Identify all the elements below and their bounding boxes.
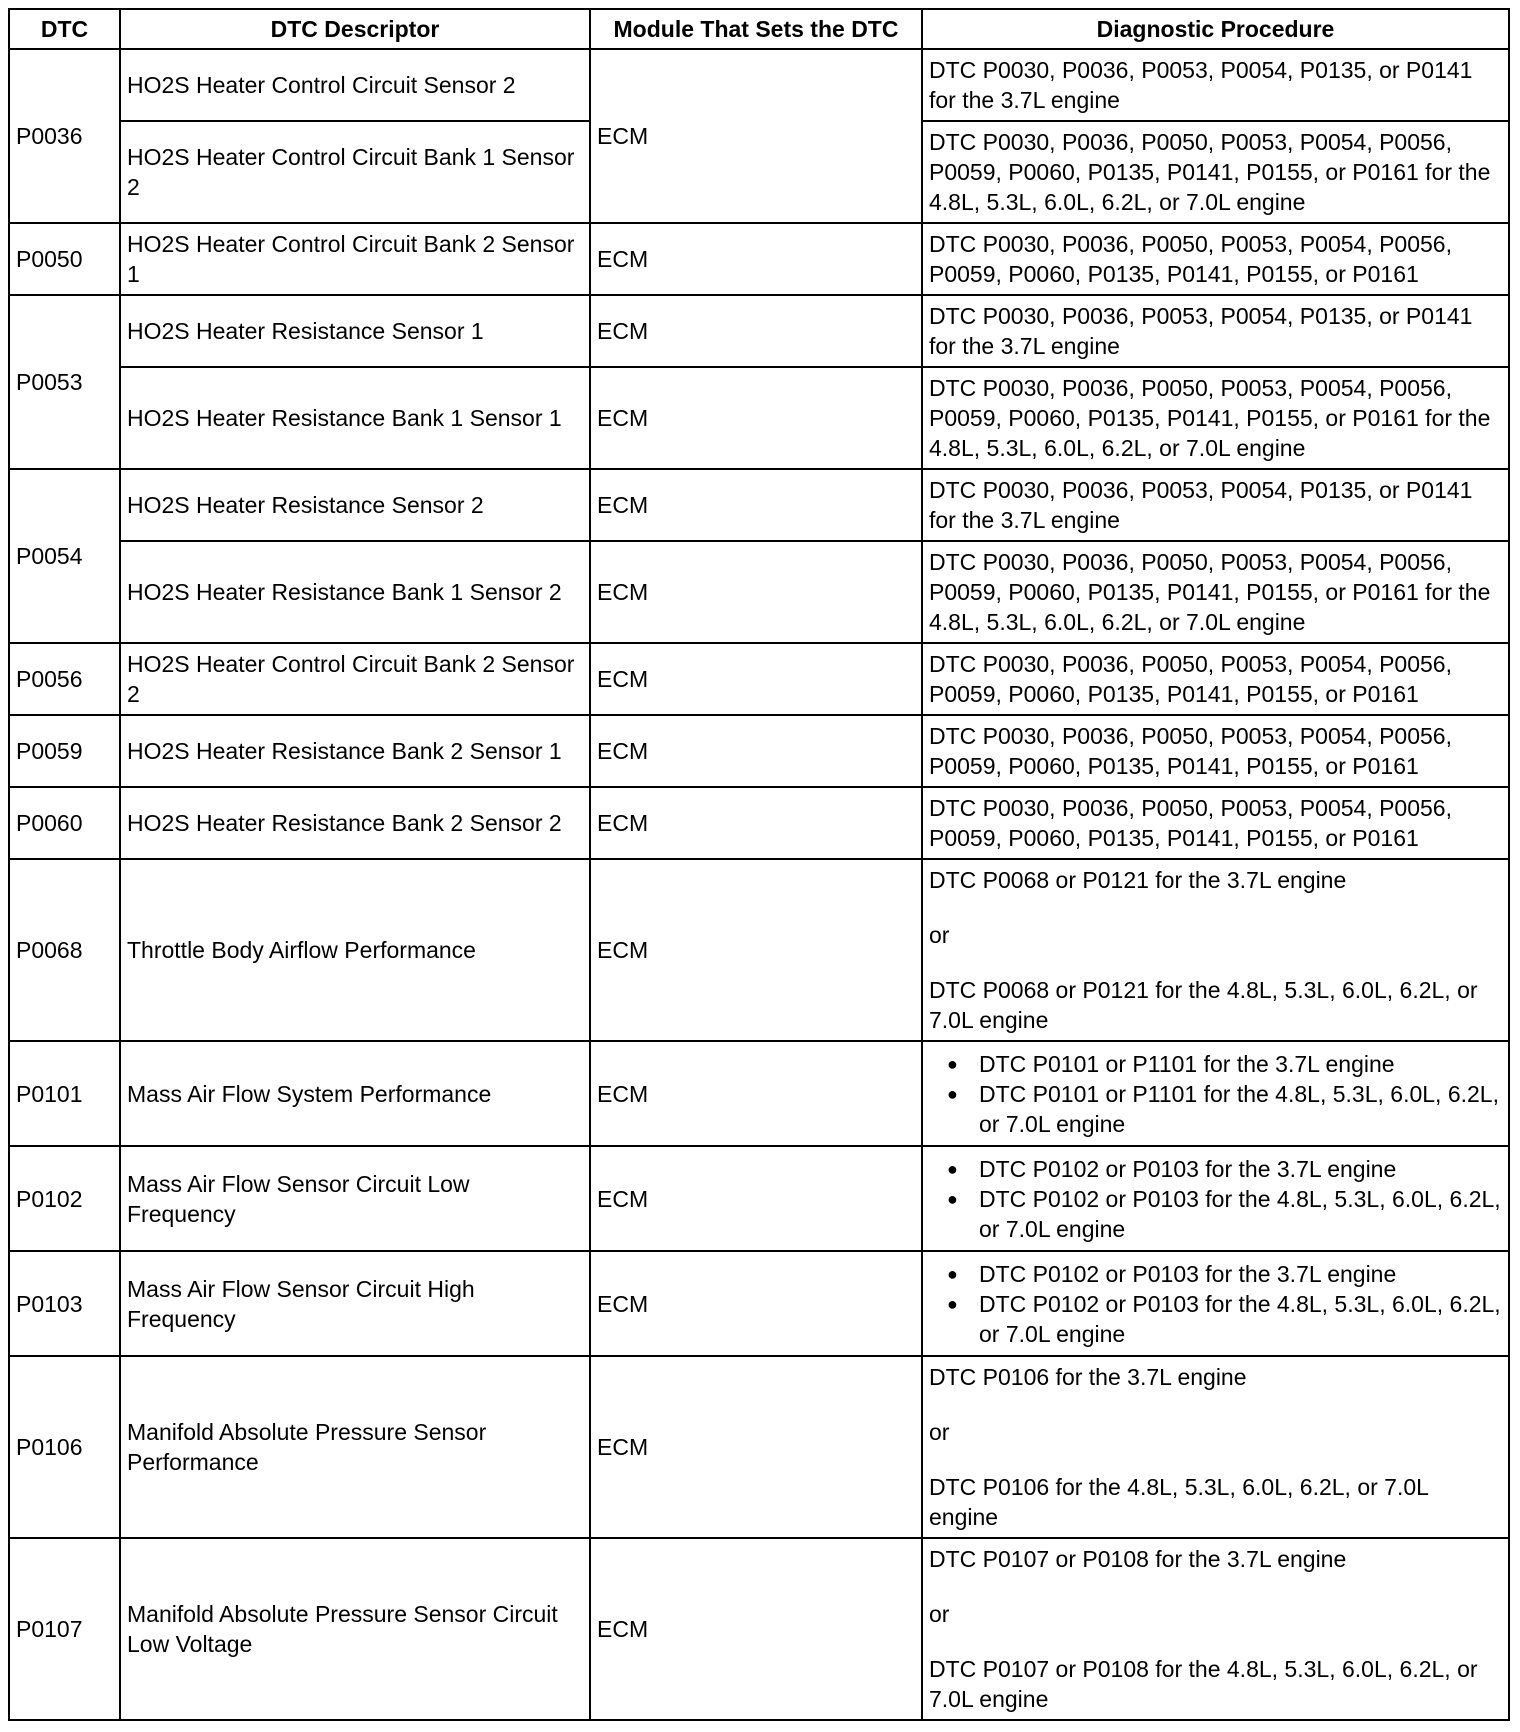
procedure-cell: DTC P0030, P0036, P0050, P0053, P0054, P0056, P0059, P0060, P0135, P0141, P0155, or P0161 for the 4.8L, 5.3L, 6.0L, 6.2L, or 7.0L engine: [922, 367, 1509, 469]
header-module: Module That Sets the DTC: [590, 9, 922, 49]
procedure-cell: DTC P0030, P0036, P0053, P0054, P0135, or P0141 for the 3.7L engine: [922, 295, 1509, 367]
procedure-bullet-list: [929, 1154, 1502, 1244]
module-cell: ECM: [590, 541, 922, 643]
procedure-line: DTC P0068 or P0121 for the 4.8L, 5.3L, 6.0L, 6.2L, or 7.0L engine: [929, 977, 1478, 1033]
procedure-cell: DTC P0030, P0036, P0050, P0053, P0054, P0056, P0059, P0060, P0135, P0141, P0155, or P0161: [922, 223, 1509, 295]
procedure-cell: DTC P0030, P0036, P0050, P0053, P0054, P0056, P0059, P0060, P0135, P0141, P0155, or P0161: [922, 787, 1509, 859]
dtc-code-cell: P0059: [9, 715, 120, 787]
descriptor-cell: HO2S Heater Control Circuit Bank 2 Sensor 1: [120, 223, 590, 295]
descriptor-cell: HO2S Heater Resistance Sensor 2: [120, 469, 590, 541]
dtc-code-cell: P0068: [9, 859, 120, 1041]
table-row: [9, 223, 1509, 295]
module-cell: ECM: [590, 223, 922, 295]
table-row: [9, 1538, 1509, 1720]
procedure-cell: [922, 1538, 1509, 1720]
procedure-line: DTC P0106 for the 3.7L engine: [929, 1364, 1247, 1390]
descriptor-cell: HO2S Heater Resistance Bank 1 Sensor 2: [120, 541, 590, 643]
header-procedure: Diagnostic Procedure: [922, 9, 1509, 49]
dtc-code-cell: P0053: [9, 295, 120, 469]
table-row: [9, 643, 1509, 715]
table-row: [9, 367, 1509, 469]
descriptor-cell: HO2S Heater Resistance Sensor 1: [120, 295, 590, 367]
descriptor-cell: Mass Air Flow Sensor Circuit Low Frequency: [120, 1146, 590, 1251]
procedure-bullet: ● DTC P0102 or P0103 for the 4.8L, 5.3L, 6.0L, 6.2L, or 7.0L engine: [947, 1184, 1502, 1244]
descriptor-cell: Manifold Absolute Pressure Sensor Performance: [120, 1356, 590, 1538]
table-row: [9, 715, 1509, 787]
dtc-table: [8, 8, 1510, 1721]
descriptor-cell: HO2S Heater Control Circuit Bank 1 Sensor 2: [120, 121, 590, 223]
module-cell: ECM: [590, 643, 922, 715]
module-cell: ECM: [590, 1538, 922, 1720]
table-row: [9, 859, 1509, 1041]
dtc-code-cell: P0106: [9, 1356, 120, 1538]
procedure-line: DTC P0106 for the 4.8L, 5.3L, 6.0L, 6.2L, or 7.0L engine: [929, 1474, 1429, 1530]
procedure-bullet: ● DTC P0101 or P1101 for the 4.8L, 5.3L, 6.0L, 6.2L, or 7.0L engine: [947, 1079, 1502, 1139]
procedure-line: DTC P0068 or P0121 for the 3.7L engine: [929, 867, 1347, 893]
table-row: [9, 295, 1509, 367]
procedure-cell: [922, 859, 1509, 1041]
module-cell: ECM: [590, 787, 922, 859]
header-dtc: DTC: [9, 9, 120, 49]
dtc-code-cell: P0101: [9, 1041, 120, 1146]
module-cell: ECM: [590, 295, 922, 367]
table-row: [9, 1356, 1509, 1538]
descriptor-cell: Manifold Absolute Pressure Sensor Circuit Low Voltage: [120, 1538, 590, 1720]
dtc-code-cell: P0107: [9, 1538, 120, 1720]
module-cell: ECM: [590, 1146, 922, 1251]
procedure-line: DTC P0107 or P0108 for the 4.8L, 5.3L, 6.0L, 6.2L, or 7.0L engine: [929, 1656, 1478, 1712]
procedure-cell: [922, 1356, 1509, 1538]
procedure-cell: [922, 1041, 1509, 1146]
table-row: [9, 787, 1509, 859]
dtc-code-cell: P0060: [9, 787, 120, 859]
descriptor-cell: Mass Air Flow System Performance: [120, 1041, 590, 1146]
table-row: [9, 1251, 1509, 1356]
dtc-code-cell: P0050: [9, 223, 120, 295]
document-page: [8, 8, 1510, 1721]
dtc-code-cell: P0054: [9, 469, 120, 643]
procedure-cell: DTC P0030, P0036, P0050, P0053, P0054, P0056, P0059, P0060, P0135, P0141, P0155, or P0161: [922, 715, 1509, 787]
descriptor-cell: HO2S Heater Resistance Bank 2 Sensor 1: [120, 715, 590, 787]
procedure-or: or: [929, 922, 950, 948]
procedure-cell: DTC P0030, P0036, P0050, P0053, P0054, P0056, P0059, P0060, P0135, P0141, P0155, or P0161 for the 4.8L, 5.3L, 6.0L, 6.2L, or 7.0L engine: [922, 541, 1509, 643]
procedure-cell: DTC P0030, P0036, P0053, P0054, P0135, or P0141 for the 3.7L engine: [922, 49, 1509, 121]
procedure-bullet: ● DTC P0102 or P0103 for the 3.7L engine: [947, 1259, 1502, 1289]
descriptor-cell: HO2S Heater Resistance Bank 2 Sensor 2: [120, 787, 590, 859]
dtc-code-cell: P0056: [9, 643, 120, 715]
procedure-bullet-list: [929, 1259, 1502, 1349]
descriptor-cell: HO2S Heater Resistance Bank 1 Sensor 1: [120, 367, 590, 469]
dtc-code-cell: P0036: [9, 49, 120, 223]
procedure-cell: [922, 1146, 1509, 1251]
procedure-cell: DTC P0030, P0036, P0050, P0053, P0054, P0056, P0059, P0060, P0135, P0141, P0155, or P0161 for the 4.8L, 5.3L, 6.0L, 6.2L, or 7.0L engine: [922, 121, 1509, 223]
module-cell: ECM: [590, 715, 922, 787]
procedure-bullet: ● DTC P0102 or P0103 for the 3.7L engine: [947, 1154, 1502, 1184]
descriptor-cell: Mass Air Flow Sensor Circuit High Frequency: [120, 1251, 590, 1356]
table-row: [9, 469, 1509, 541]
module-cell: ECM: [590, 49, 922, 223]
module-cell: ECM: [590, 367, 922, 469]
procedure-or: or: [929, 1419, 950, 1445]
header-descriptor: DTC Descriptor: [120, 9, 590, 49]
table-row: [9, 1041, 1509, 1146]
procedure-bullet: ● DTC P0102 or P0103 for the 4.8L, 5.3L, 6.0L, 6.2L, or 7.0L engine: [947, 1289, 1502, 1349]
procedure-cell: DTC P0030, P0036, P0053, P0054, P0135, or P0141 for the 3.7L engine: [922, 469, 1509, 541]
dtc-code-cell: P0103: [9, 1251, 120, 1356]
descriptor-cell: HO2S Heater Control Circuit Bank 2 Sensor 2: [120, 643, 590, 715]
procedure-bullet-list: [929, 1049, 1502, 1139]
module-cell: ECM: [590, 859, 922, 1041]
procedure-line: DTC P0107 or P0108 for the 3.7L engine: [929, 1546, 1347, 1572]
module-cell: ECM: [590, 469, 922, 541]
table-row: [9, 49, 1509, 121]
descriptor-cell: HO2S Heater Control Circuit Sensor 2: [120, 49, 590, 121]
procedure-or: or: [929, 1601, 950, 1627]
procedure-cell: DTC P0030, P0036, P0050, P0053, P0054, P0056, P0059, P0060, P0135, P0141, P0155, or P0161: [922, 643, 1509, 715]
module-cell: ECM: [590, 1251, 922, 1356]
dtc-code-cell: P0102: [9, 1146, 120, 1251]
descriptor-cell: Throttle Body Airflow Performance: [120, 859, 590, 1041]
table-row: [9, 541, 1509, 643]
module-cell: ECM: [590, 1041, 922, 1146]
table-row: [9, 1146, 1509, 1251]
module-cell: ECM: [590, 1356, 922, 1538]
table-header-row: [9, 9, 1509, 49]
procedure-cell: [922, 1251, 1509, 1356]
procedure-bullet: ● DTC P0101 or P1101 for the 3.7L engine: [947, 1049, 1502, 1079]
